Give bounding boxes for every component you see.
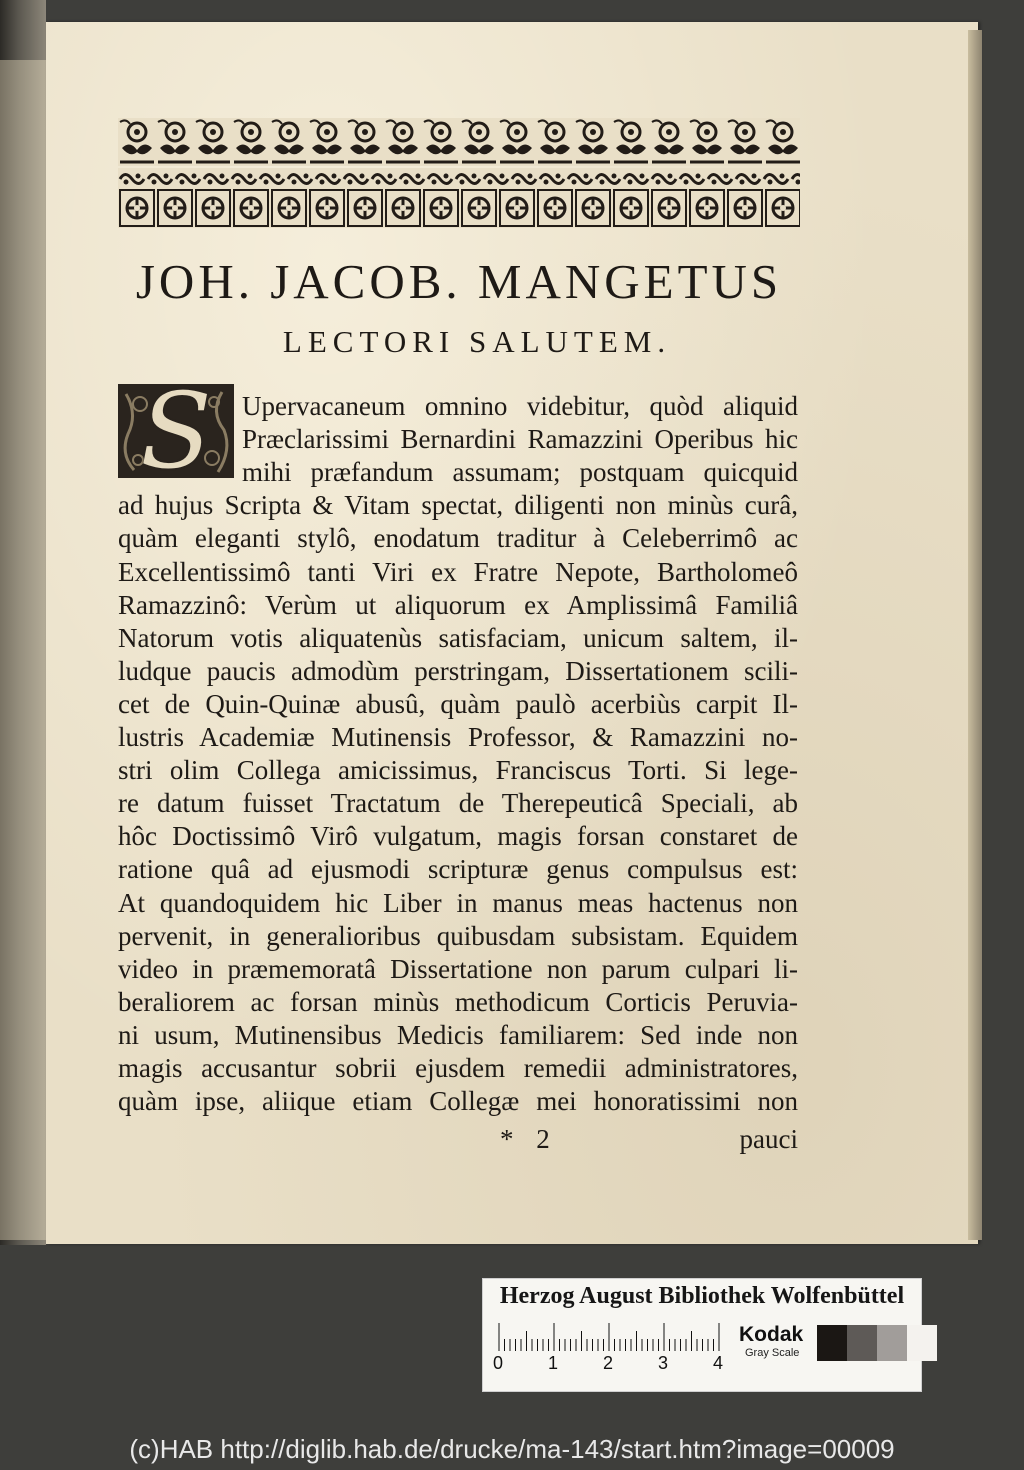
catchword: pauci bbox=[739, 1124, 798, 1154]
text-line: hôc Doctissimô Virô vulgatum, magis forsan constaret de bbox=[118, 821, 798, 852]
text-line: cet de Quin-Quinæ abusû, quàm paulò acerbiùs carpit Il- bbox=[118, 688, 798, 719]
text-line: Upervacaneum omnino videbitur, quòd aliquid bbox=[242, 391, 798, 421]
decorated-initial bbox=[118, 384, 234, 478]
gray-scale-label: Gray Scale bbox=[745, 1347, 800, 1359]
previous-page-edge bbox=[0, 60, 46, 1240]
ruler-scale bbox=[497, 1321, 723, 1351]
text-line: re datum fuisset Tractatum de Therepeuticâ Speciali, ab bbox=[118, 788, 798, 819]
ornament-band-bottom bbox=[118, 188, 800, 228]
source-url: (c)HAB http://diglib.hab.de/drucke/ma-143/start.htm?image=00009 bbox=[129, 1434, 895, 1464]
text-line: At quandoquidem hic Liber in manus meas hactenus non bbox=[118, 887, 798, 918]
page-subtitle: LECTORI SALUTEM. bbox=[282, 324, 672, 359]
signature-mark: * 2 bbox=[500, 1124, 558, 1154]
ruler-numbers bbox=[483, 1353, 733, 1379]
page-stack-edge bbox=[968, 30, 982, 1240]
text-line: ad hujus Scripta & Vitam spectat, diligenti non minùs curâ, bbox=[118, 490, 798, 521]
gray-patch bbox=[847, 1325, 877, 1361]
text-line: ni usum, Mutinensibus Medicis familiarem: Sed inde non bbox=[118, 1019, 798, 1050]
ruler-number: 4 bbox=[713, 1353, 724, 1373]
text-line: Natorum votis aliquatenùs satisfaciam, unicum saltem, il- bbox=[118, 622, 798, 653]
page-title: JOH. JACOB. MANGETUS bbox=[135, 254, 783, 309]
initial-letter: S bbox=[140, 384, 212, 478]
text-line: Ramazzinô: Verùm ut aliquorum ex Amplissimâ Familiâ bbox=[118, 589, 798, 620]
ornament-band-middle bbox=[118, 168, 800, 190]
text-line: stri olim Collega amicissimus, Franciscus Torti. Si lege- bbox=[118, 755, 798, 786]
ruler-number: 0 bbox=[493, 1353, 504, 1373]
text-line: Excellentissimô tanti Viri ex Fratre Nepote, Bartholomeô bbox=[118, 556, 798, 587]
library-label bbox=[482, 1278, 922, 1392]
ornament-band-top bbox=[118, 118, 800, 166]
text-line: ratione quâ ad ejusmodi scripturæ genus compulsus est: bbox=[118, 854, 798, 885]
text-line: ludque paucis admodùm perstringam, Dissertationem scili- bbox=[118, 655, 798, 686]
text-line: lustris Academiæ Mutinensis Professor, & Ramazzini no- bbox=[118, 722, 798, 752]
gray-patch bbox=[877, 1325, 907, 1361]
text-line: quàm eleganti stylô, enodatum traditur à Celeberrimô ac bbox=[118, 523, 798, 554]
ruler-number: 3 bbox=[658, 1353, 669, 1373]
text-line: video in præmemoratâ Dissertatione non parum culpari li- bbox=[118, 953, 798, 984]
ruler-number: 1 bbox=[548, 1353, 559, 1373]
library-name: Herzog August Bibliothek Wolfenbüttel bbox=[499, 1283, 905, 1309]
text-line: pervenit, in generalioribus quibusdam subsistam. Equidem bbox=[118, 920, 798, 951]
text-line: quàm ipse, aliique etiam Collegæ mei honoratissimi non bbox=[118, 1086, 798, 1117]
text-line: mihi præfandum assumam; postquam quicquid bbox=[242, 457, 798, 488]
gray-scale-strip bbox=[817, 1325, 937, 1361]
text-line: magis accusantur sobrii ejusdem remedii administratores, bbox=[118, 1053, 798, 1083]
gray-patch bbox=[817, 1325, 847, 1361]
ruler-number: 2 bbox=[603, 1353, 614, 1373]
kodak-logo: Kodak bbox=[739, 1323, 804, 1346]
text-line: Præclarissimi Bernardini Ramazzini Operibus hic bbox=[242, 424, 798, 455]
text-line: beraliorem ac forsan minùs methodicum Corticis Peruvia- bbox=[118, 986, 798, 1017]
gray-patch bbox=[907, 1325, 937, 1361]
